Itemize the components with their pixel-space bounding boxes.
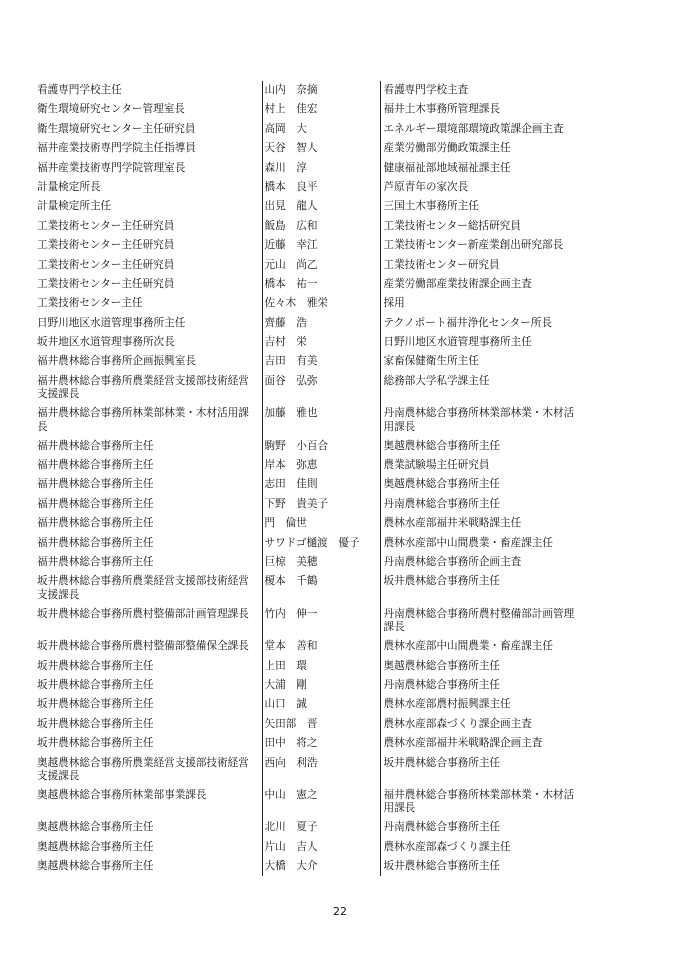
person-name-cell [262,475,380,494]
person-name: 堂本 善和 [264,640,318,653]
person-name-cell [262,786,380,818]
person-name-cell [262,333,380,352]
former-position: 福井農林総合事務所主任 [37,459,154,472]
table-row [37,676,577,695]
table-row [37,605,577,637]
person-name: 加藤 雅也 [264,407,318,420]
former-position: 奥越農林総合事務所林業部事業課長 [37,788,207,801]
person-name: 大浦 剛 [264,678,307,691]
new-position: 採用 [383,297,405,310]
table-row [37,372,577,404]
table-row [37,178,577,197]
former-position: 福井農林総合事務所主任 [37,517,154,530]
person-name-cell [262,676,380,695]
former-position: 福井農林総合事務所農業経営支援部技術経営支援課長 [37,374,249,401]
table-row [37,139,577,158]
person-name-cell [262,572,380,604]
former-position: 工業技術センター主任 [37,297,143,310]
person-name-cell [262,256,380,275]
person-name: 天谷 智人 [264,142,318,155]
table-row [37,352,577,371]
new-position: 農林水産部森づくり課主任 [383,840,511,853]
person-name: 齊藤 浩 [264,316,307,329]
person-name-cell [262,553,380,572]
table-row [37,695,577,714]
person-name: 下野 貴美子 [264,497,329,510]
new-position: 工業技術センター総括研究員 [383,219,521,232]
person-name-cell [262,754,380,786]
former-position: 福井農林総合事務所主任 [37,497,154,510]
person-name: 村上 佳宏 [264,103,318,116]
person-name: 山内 奈摘 [264,84,318,96]
person-name: 矢田部 晋 [264,717,318,730]
person-name-cell [262,456,380,475]
person-name: 岸本 弥恵 [264,459,318,472]
table-row [37,657,577,676]
table-row [37,715,577,734]
table-row [37,495,577,514]
former-position: 坂井農林総合事務所農村整備部計画管理課長 [37,607,249,620]
new-position: 坂井農林総合事務所主任 [383,575,501,588]
table-row [37,256,577,275]
table-row [37,404,577,436]
person-name-cell [262,81,380,100]
new-position: エネルギー環境部環境政策課企画主査 [383,122,564,135]
former-position: 坂井農林総合事務所主任 [37,717,154,730]
new-position: 丹南農林総合事務所主任 [383,678,501,691]
new-position: 家畜保健衛生所主任 [383,355,479,368]
former-position: 奥越農林総合事務所主任 [37,860,154,873]
personnel-table-body [37,81,577,876]
new-position: 工業技術センター新産業創出研究部長 [383,239,564,252]
person-name: 西向 利浩 [264,756,318,769]
person-name-cell [262,695,380,714]
former-position: 奥越農林総合事務所主任 [37,821,154,834]
former-position: 福井農林総合事務所林業部林業・木材活用課長 [37,407,249,433]
person-name: 近藤 幸江 [264,239,318,252]
new-position: 福井農林総合事務所林業部林業・木材活用課長 [383,788,575,815]
table-row [37,294,577,313]
former-position: 福井農林総合事務所企画振興室長 [37,355,196,368]
person-name: 高岡 大 [264,122,307,135]
former-position: 坂井農林総合事務所主任 [37,698,154,711]
person-name-cell [262,275,380,294]
new-position: 看護専門学校主査 [383,84,469,96]
person-name-cell [262,120,380,139]
table-row [37,159,577,178]
person-name-cell [262,352,380,371]
person-name: 橋本 良平 [264,180,318,193]
person-name: 佐々木 雅栄 [264,297,329,310]
new-position: 福井土木事務所管理課長 [383,103,501,116]
former-position: 坂井地区水道管理事務所次長 [37,336,175,349]
former-position: 衛生環境研究センター管理室長 [37,103,185,116]
table-row [37,81,577,100]
table-row [37,275,577,294]
new-position: 農林水産部福井米戦略課企画主査 [383,737,543,750]
person-name-cell [262,838,380,857]
former-position: 坂井農林総合事務所主任 [37,659,154,672]
person-name-cell [262,314,380,333]
person-name: 北川 夏子 [264,821,318,834]
person-name: 上田 環 [264,659,307,672]
person-name-cell [262,437,380,456]
person-name-cell [262,495,380,514]
new-position: 農林水産部福井米戦略課主任 [383,517,522,530]
new-position: 奥越農林総合事務所主任 [383,478,501,491]
new-position: 坂井農林総合事務所主任 [383,756,501,769]
table-row [37,120,577,139]
new-position: 奥越農林総合事務所主任 [383,439,501,452]
new-position: 丹南農林総合事務所主任 [383,497,501,510]
table-row [37,754,577,786]
new-position: 農林水産部農村振興課主任 [383,698,511,711]
table-row [37,553,577,572]
table-row [37,197,577,216]
former-position: 坂井農林総合事務所農業経営支援部技術経営支援課長 [37,575,249,601]
new-position: 三国土木事務所主任 [383,200,479,213]
former-position: 工業技術センター主任研究員 [37,258,175,271]
person-name-cell [262,818,380,837]
table-row [37,333,577,352]
new-position: 農業試験場主任研究員 [383,459,490,472]
person-name-cell [262,178,380,197]
former-position: 看護専門学校主任 [37,84,122,96]
person-name: 元山 尚乙 [264,258,318,271]
former-position: 福井農林総合事務所主任 [37,478,154,491]
former-position: 坂井農林総合事務所農村整備部整備保全課長 [37,640,249,653]
table-row [37,236,577,255]
table-row [37,437,577,456]
former-position: 工業技術センター主任研究員 [37,219,175,232]
person-name: 榎本 千鶴 [264,575,318,588]
person-name: 吉村 栄 [264,336,307,349]
table-row [37,475,577,494]
new-position: 芦原青年の家次長 [383,180,469,193]
new-position: 日野川地区水道管理事務所主任 [383,336,532,349]
person-name: サワドゴ樋渡 優子 [264,536,360,549]
former-position: 福井農林総合事務所主任 [37,555,154,568]
table-row [37,514,577,533]
new-position: 農林水産部森づくり課企画主査 [383,717,532,730]
former-position: 計量検定所主任 [37,200,112,213]
person-name-cell [262,404,380,436]
table-row [37,734,577,753]
person-name-cell [262,139,380,158]
person-name-cell [262,294,380,313]
person-name: 中山 憲之 [264,788,318,801]
person-name-cell [262,637,380,656]
page-number: 22 [333,905,347,918]
table-row [37,857,577,876]
table-row [37,786,577,818]
new-position: 産業労働部労働政策課主任 [383,142,511,155]
table-row [37,818,577,837]
new-position: 丹南農林総合事務所企画主査 [383,555,522,568]
person-name-cell [262,734,380,753]
former-position: 福井産業技術専門学院主任指導員 [37,142,196,155]
person-name-cell [262,236,380,255]
person-name-cell [262,715,380,734]
table-row [37,217,577,236]
new-position: 農林水産部中山間農業・畜産課主任 [383,640,553,653]
former-position: 奥越農林総合事務所農業経営支援部技術経営支援課長 [37,756,249,782]
table-row [37,100,577,119]
person-name: 大橋 大介 [264,860,318,873]
person-name: 田中 将之 [264,737,318,750]
person-name: 駒野 小百合 [264,439,329,452]
former-position: 坂井農林総合事務所主任 [37,678,154,691]
new-position: テクノポート福井浄化センター所長 [383,316,552,329]
former-position: 奥越農林総合事務所主任 [37,840,154,853]
former-position: 福井農林総合事務所主任 [37,536,154,549]
new-position: 総務部大学私学課主任 [383,374,490,387]
person-name-cell [262,372,380,404]
person-name: 森川 淳 [264,161,307,174]
person-name: 橋本 祐一 [264,277,318,290]
person-name-cell [262,605,380,637]
person-name-cell [262,197,380,216]
new-position: 坂井農林総合事務所主任 [383,860,501,873]
person-name-cell [262,514,380,533]
table-row [37,572,577,604]
person-name-cell [262,857,380,876]
person-name: 竹内 伸一 [264,607,318,620]
table-row [37,838,577,857]
person-name: 志田 佳則 [264,478,318,491]
person-name: 巨椋 美穂 [264,555,318,568]
former-position: 工業技術センター主任研究員 [37,277,175,290]
person-name: 門 倫世 [264,517,307,530]
former-position: 福井農林総合事務所主任 [37,439,154,452]
person-name: 山口 誠 [264,698,307,711]
person-name: 出見 龍人 [264,200,318,213]
new-position: 丹南農林総合事務所農村整備部計画管理課長 [383,607,575,634]
former-position: 衛生環境研究センター主任研究員 [37,122,196,135]
person-name: 吉田 有美 [264,355,318,368]
former-position: 計量検定所長 [37,180,101,193]
new-position: 健康福祉部地域福祉課主任 [383,161,511,174]
person-name: 面谷 弘弥 [264,374,318,387]
person-name: 飯島 広和 [264,219,318,232]
former-position: 坂井農林総合事務所主任 [37,737,154,750]
person-name-cell [262,159,380,178]
former-position: 日野川地区水道管理事務所主任 [37,316,186,329]
table-row [37,314,577,333]
person-name-cell [262,657,380,676]
table-row [37,637,577,656]
person-name-cell [262,100,380,119]
new-position: 奥越農林総合事務所主任 [383,659,501,672]
new-position: 工業技術センター研究員 [383,258,500,271]
person-name-cell [262,534,380,553]
person-name: 片山 吉人 [264,840,318,853]
new-position: 産業労働部産業技術課企画主査 [383,277,532,290]
table-row [37,456,577,475]
new-position: 農林水産部中山間農業・畜産課主任 [383,536,553,549]
table-row [37,534,577,553]
personnel-table [37,81,577,876]
new-position: 丹南農林総合事務所主任 [383,821,501,834]
person-name-cell [262,217,380,236]
former-position: 工業技術センター主任研究員 [37,239,175,252]
new-position: 丹南農林総合事務所林業部林業・木材活用課長 [383,407,575,433]
former-position: 福井産業技術専門学院管理室長 [37,161,186,174]
